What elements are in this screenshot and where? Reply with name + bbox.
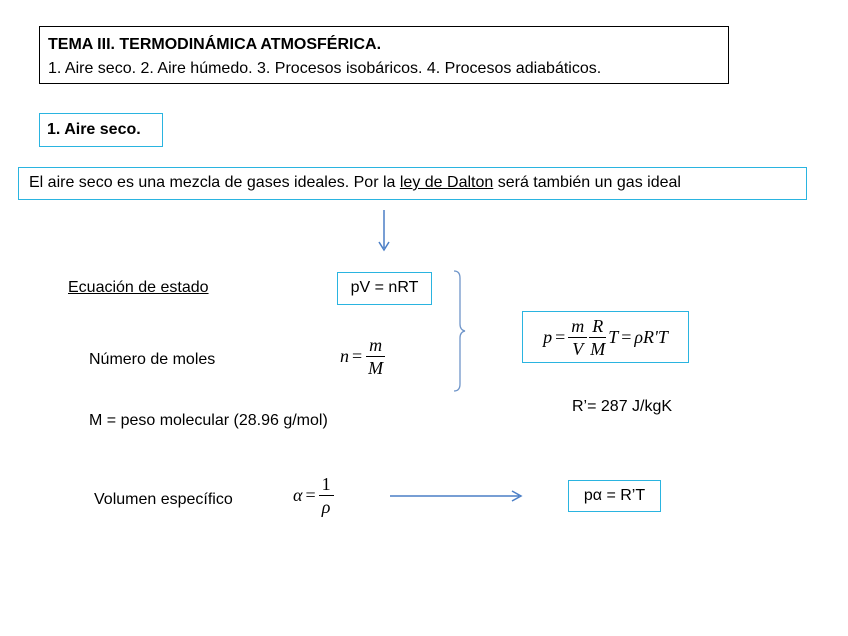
alpha-fraction	[319, 473, 334, 518]
bracket-icon	[452, 270, 468, 392]
moles-denominator: M	[368, 358, 384, 378]
state-equation-label: Ecuación de estado	[68, 279, 209, 296]
moles-formula	[340, 334, 386, 379]
mass-volume-fraction	[568, 315, 587, 360]
specific-volume-label: Volumen específico	[94, 491, 233, 508]
moles-equals: =	[352, 346, 363, 366]
gas-constant-fraction	[587, 315, 608, 360]
page-subtitle: 1. Aire seco. 2. Aire húmedo. 3. Procesos isobáricos. 4. Procesos adiabáticos.	[48, 60, 602, 77]
volume-denominator: V	[572, 338, 584, 359]
moles-symbol: n	[340, 346, 349, 366]
mass-numerator: m	[568, 315, 587, 338]
molecular-weight-label: M = peso molecular (28.96 g/mol)	[89, 412, 328, 429]
right-arrow-icon	[389, 488, 525, 504]
moles-label: Número de moles	[89, 351, 216, 368]
gas-constant-numerator: R	[589, 315, 606, 338]
moles-numerator: m	[366, 334, 385, 357]
temperature-symbol: T	[608, 326, 619, 347]
alpha-numerator: 1	[319, 473, 334, 496]
equals-sign-2: =	[621, 326, 632, 347]
intro-text-after: será también un gas ideal	[493, 174, 681, 191]
intro-text-before: El aire seco es una mezcla de gases ideales. Por la	[29, 174, 400, 191]
specific-volume-equation-box: pα = R’T	[568, 480, 661, 512]
state-equation-box: pV = nRT	[337, 272, 432, 305]
page-title: TEMA III. TERMODINÁMICA ATMOSFÉRICA.	[48, 36, 382, 53]
down-arrow-icon	[376, 208, 392, 254]
title-box	[39, 26, 729, 84]
molar-mass-denominator: M	[590, 338, 606, 359]
pressure-symbol: p	[543, 326, 553, 347]
ideal-gas-equation-box	[522, 311, 689, 363]
specific-volume-formula	[293, 473, 334, 518]
alpha-denominator: ρ	[321, 497, 331, 517]
alpha-symbol: α	[293, 485, 303, 505]
alpha-equals: =	[305, 485, 316, 505]
density-form: ρR'T	[634, 326, 668, 347]
section-heading: 1. Aire seco.	[39, 113, 163, 147]
specific-gas-constant: R’= 287 J/kgK	[572, 398, 673, 415]
dalton-law-text: ley de Dalton	[399, 174, 494, 191]
moles-fraction	[365, 334, 386, 379]
equals-sign: =	[555, 326, 566, 347]
intro-statement	[18, 167, 807, 200]
